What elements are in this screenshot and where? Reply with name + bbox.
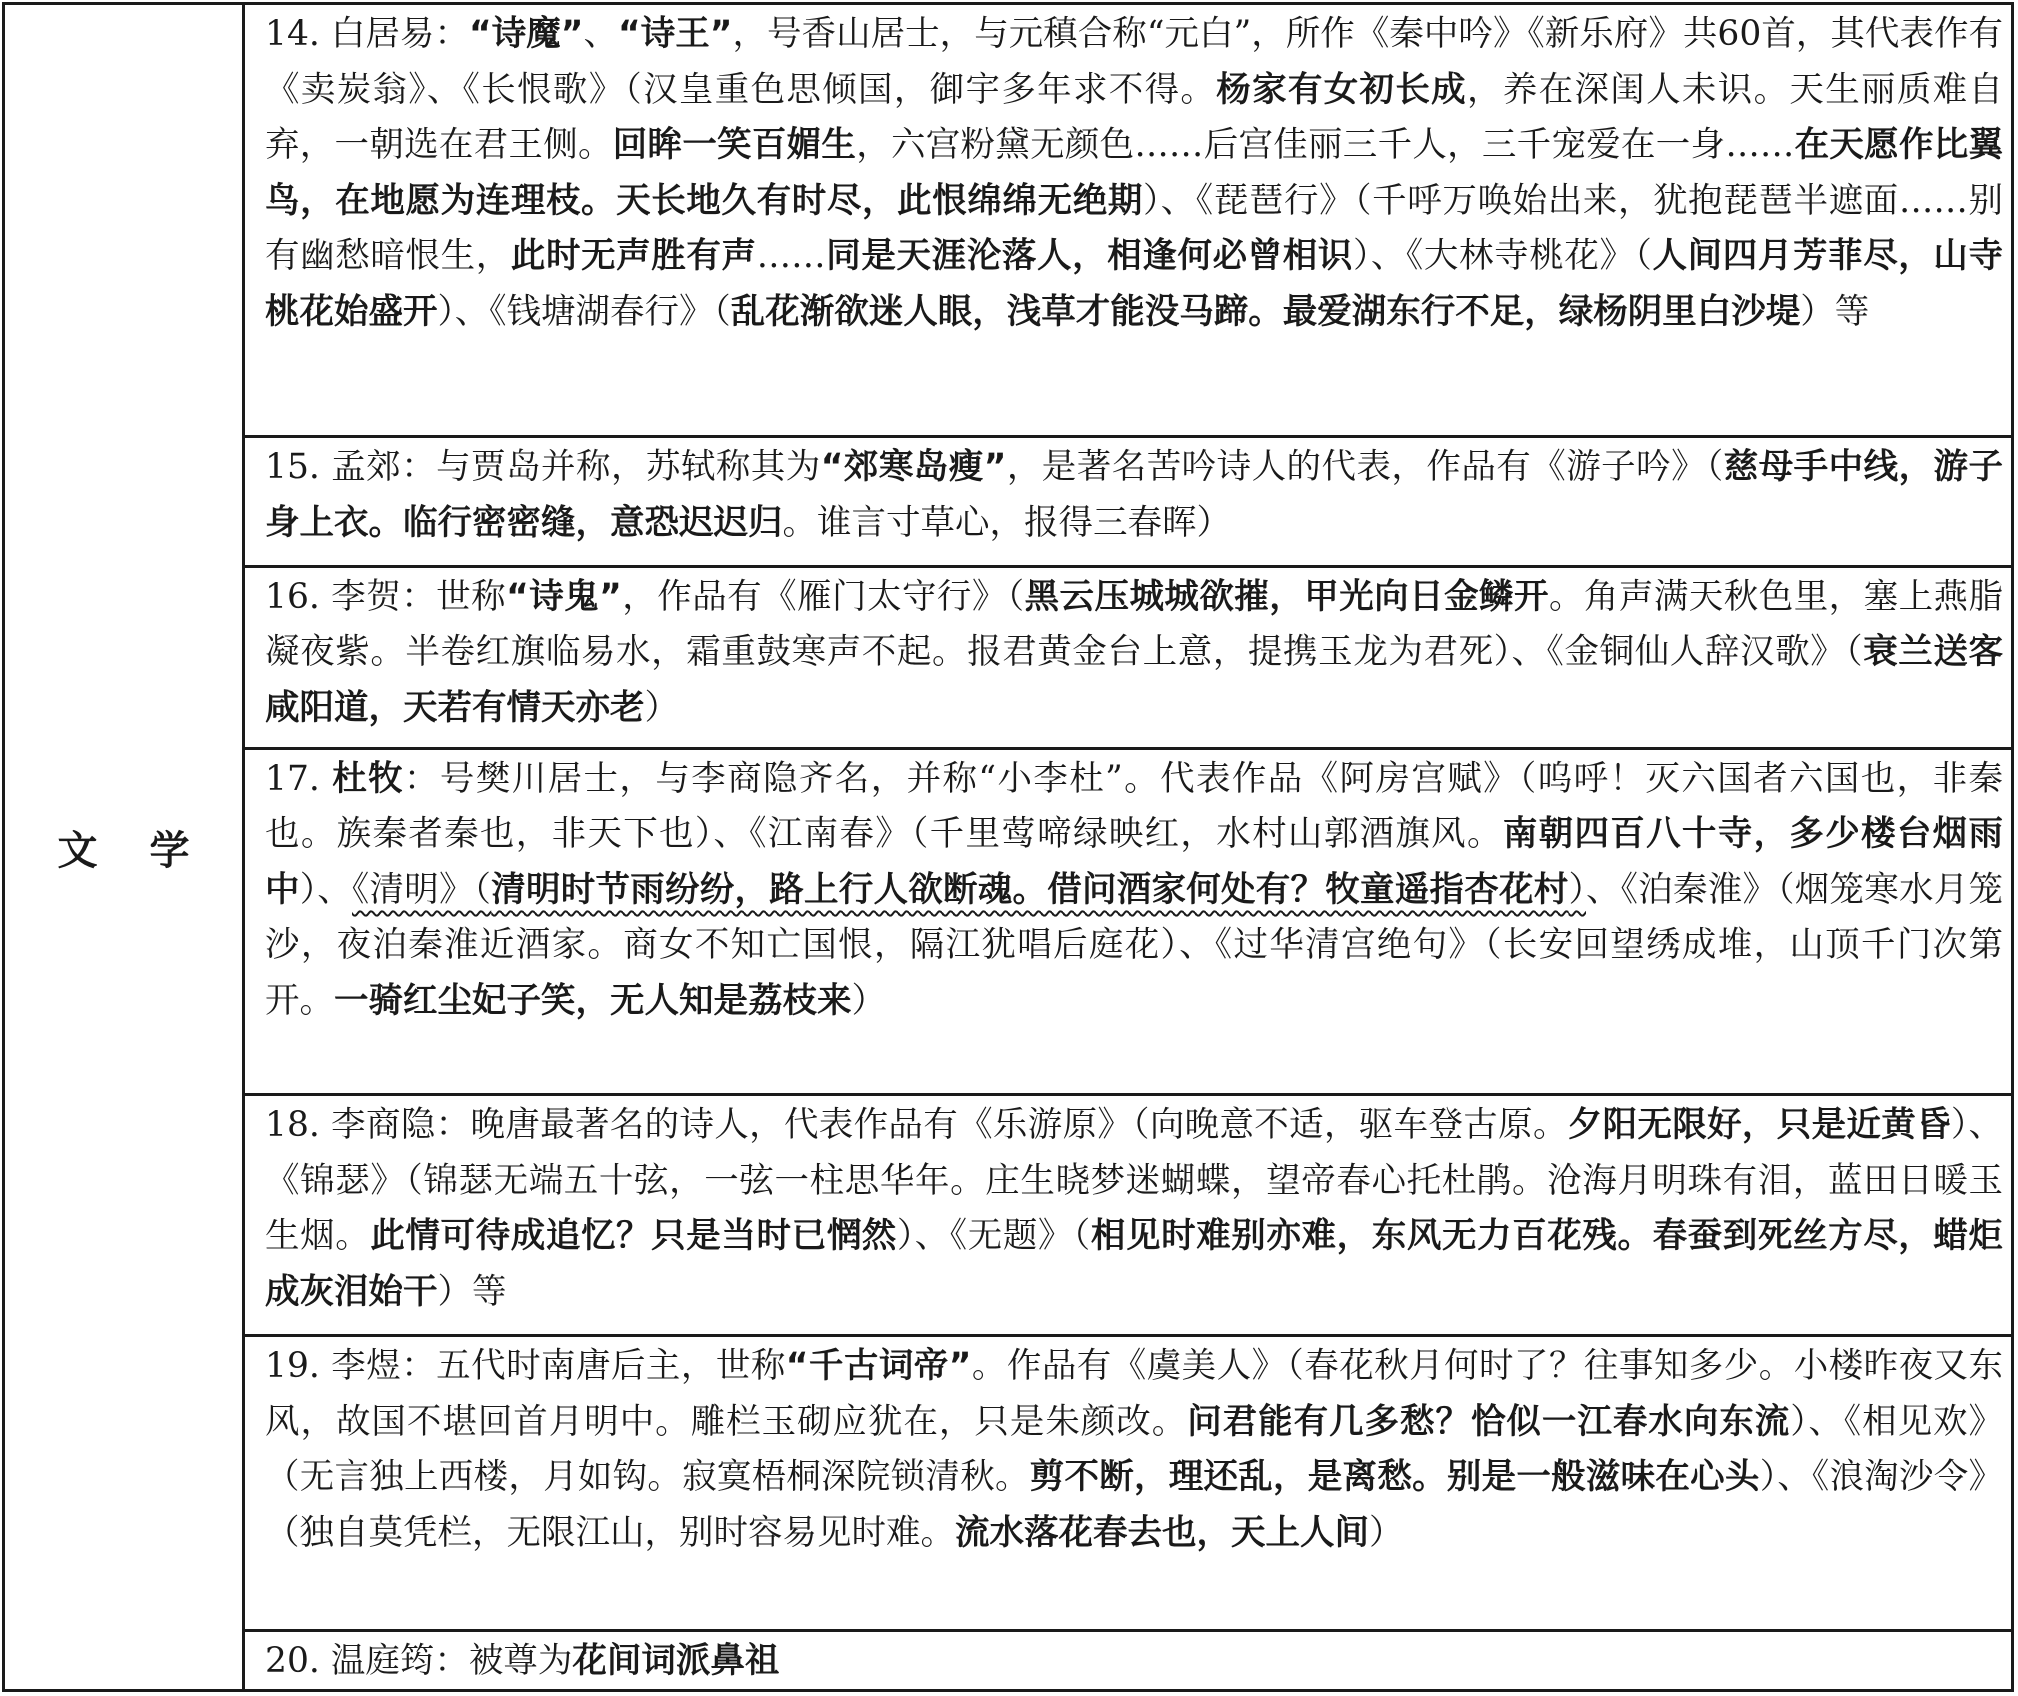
- entry-text: 20. 温庭筠：被尊为: [265, 1641, 573, 1682]
- entry-17: [245, 750, 2011, 1096]
- entry-text: ）、《无题》（: [896, 1216, 1091, 1256]
- emphasized-text: 夕阳无限好，只是近黄昏: [1567, 1105, 1951, 1145]
- emphasized-text: 杜牧: [332, 758, 405, 799]
- entry-18: [245, 1096, 2011, 1337]
- emphasized-text: 同是天涯沦落人，相逢何必曾相识: [825, 236, 1354, 276]
- emphasized-text: 此情可待成追忆？只是当时已惘然: [370, 1216, 897, 1256]
- emphasized-text: 黑云压城城欲摧，甲光向日金鳞开: [1024, 576, 1549, 617]
- entry-14: [245, 5, 2011, 438]
- category-label: 文学: [57, 827, 242, 874]
- entry-15: [245, 438, 2011, 568]
- emphasized-text: “诗王”: [618, 14, 733, 54]
- entry-text: 17.: [265, 758, 333, 799]
- literature-table: [2, 2, 2014, 1692]
- emphasized-text: 人间四月芳菲尽，山寺桃花始盛开: [265, 236, 2004, 332]
- category-cell: [5, 5, 245, 1689]
- emphasized-text: 乱花渐欲迷人眼，浅草才能没马蹄。最爱湖东行不足，绿杨阴里白沙堤: [730, 291, 1801, 332]
- emphasized-text: 在天愿作比翼鸟，在地愿为连理枝。天长地久有时尽，此恨绵绵无绝期: [265, 125, 2004, 221]
- entry-text: 。角声满天秋色里，塞上燕脂凝夜紫。半卷红旗临易水，霜重鼓寒声不起。报君黄金台上意，提携玉龙为君死）、《金铜仙人辞汉歌》（: [265, 576, 2003, 673]
- emphasized-text: 一骑红尘妃子笑，无人知是荔枝来: [334, 980, 852, 1021]
- emphasized-text: 流水落花春去也，天上人间: [955, 1512, 1369, 1553]
- entry-text: ，养在深闺人未识。天生丽质难自弃，一朝选在君王侧。: [265, 69, 2003, 165]
- emphasized-text: 问君能有几多愁？恰似一江春水向东流: [1187, 1401, 1791, 1442]
- entry-text: 18. 李商隐：晚唐最著名的诗人，代表作品有《乐游原》（向晚意不适，驱车登古原。: [265, 1105, 1568, 1145]
- entry-16: [245, 568, 2011, 750]
- entry-text: ）、《大林寺桃花》（: [1353, 236, 1653, 276]
- entry-text: ）: [851, 980, 886, 1021]
- entry-text: ：号樊川居士，与李商隐齐名，并称“小李杜”。代表作品《阿房宫赋》（呜呼！灭六国者六国也，非秦也。族秦者秦也，非天下也）、《江南春》（千里莺啼绿映红，水村山郭酒旗风。: [265, 758, 2003, 855]
- entry-19: [245, 1337, 2011, 1632]
- entry-text: ）、《钱塘湖春行》（: [437, 291, 731, 332]
- entry-text: ）、: [299, 869, 352, 910]
- emphasized-text: 慈母手中线，游子身上衣。临行密密缝，意恐迟迟归: [265, 447, 2003, 543]
- emphasized-text: 剪不断，理还乱，是离愁。别是一般滋味在心头: [1029, 1457, 1760, 1498]
- emphasized-text: 杨家有女初长成: [1216, 69, 1467, 110]
- entry-text: 。谁言寸草心，报得三春晖）: [782, 502, 1231, 543]
- entry-text: 19. 李煜：五代时南唐后主，世称: [265, 1346, 786, 1387]
- entry-text: ，是著名苦吟诗人的代表，作品有《游子吟》（: [1006, 447, 1724, 488]
- entry-20: [245, 1632, 2011, 1689]
- emphasized-text: 此时无声胜有声: [510, 236, 757, 276]
- entries-column: [245, 5, 2011, 1689]
- entry-text: ，六宫粉黛无颜色……后宫佳丽三千人，三千宠爱在一身……: [856, 125, 1795, 165]
- entry-text: 15. 孟郊：与贾岛并称，苏轼称其为: [265, 447, 821, 488]
- entry-text: ）: [1369, 1512, 1404, 1553]
- entry-text: ）: [1568, 869, 1586, 910]
- entry-text: 16. 李贺：世称: [265, 576, 507, 617]
- emphasized-text: 衰兰送客咸阳道，天若有情天亦老: [265, 632, 2004, 728]
- emphasized-text: “千古词帝”: [785, 1346, 972, 1387]
- entry-text: ）等: [1800, 291, 1870, 332]
- entry-text: 《清明》（: [352, 869, 492, 910]
- entry-text: ，作品有《雁门太守行》（: [621, 576, 1025, 617]
- emphasized-text: “郊寒岛瘦”: [820, 447, 1007, 488]
- entry-text: ）、《相见欢》（无言独上西楼，月如钩。寂寞梧桐深院锁清秋。: [265, 1401, 2004, 1498]
- emphasized-text: 花间词派鼻祖: [572, 1641, 780, 1682]
- entry-text: ……: [756, 236, 826, 276]
- entry-text: ）、《浪淘沙令》（独自莫凭栏，无限江山，别时容易见时难。: [265, 1457, 2004, 1553]
- emphasized-text: “诗魔”: [468, 14, 584, 54]
- emphasized-text: 相见时难别亦难，东风无力百花残。春蚕到死丝方尽，蜡炬成灰泪始干: [265, 1216, 2004, 1312]
- entry-text: 14. 白居易：: [265, 14, 469, 54]
- entry-text: 、《泊秦淮》（烟笼寒水月笼沙，夜泊秦淮近酒家。商女不知亡国恨，隔江犹唱后庭花）、《过华清宫绝句》（长安回望绣成堆，山顶千门次第开。: [265, 869, 2003, 1021]
- entry-text: 、: [583, 14, 618, 54]
- emphasized-text: 回眸一笑百媚生: [612, 125, 857, 165]
- emphasized-text: 南朝四百八十寺，多少楼台烟雨中: [265, 814, 2004, 910]
- emphasized-text: “诗鬼”: [506, 576, 622, 617]
- emphasized-text: 清明时节雨纷纷，路上行人欲断魂。借问酒家何处有？牧童遥指杏花村: [491, 869, 1569, 910]
- entry-text: ）: [644, 687, 679, 728]
- entry-text: ）、《琵琶行》（千呼万唤始出来，犹抱琵琶半遮面……别有幽愁暗恨生，: [265, 180, 2004, 276]
- entry-text: ）、《锦瑟》（锦瑟无端五十弦，一弦一柱思华年。庄生晓梦迷蝴蝶，望帝春心托杜鹃。沧海月明珠有泪，蓝田日暖玉生烟。: [265, 1105, 2004, 1256]
- entry-text: ）等: [437, 1271, 507, 1312]
- entry-text: 。作品有《虞美人》（春花秋月何时了？往事知多少。小楼昨夜又东风，故国不堪回首月明中。雕栏玉砌应犹在，只是朱颜改。: [265, 1346, 2003, 1442]
- entry-text: ，号香山居士，与元稹合称“元白”，所作《秦中吟》《新乐府》共60首，其代表作有《卖炭翁》、《长恨歌》（汉皇重色思倾国，御宇多年求不得。: [265, 14, 2004, 110]
